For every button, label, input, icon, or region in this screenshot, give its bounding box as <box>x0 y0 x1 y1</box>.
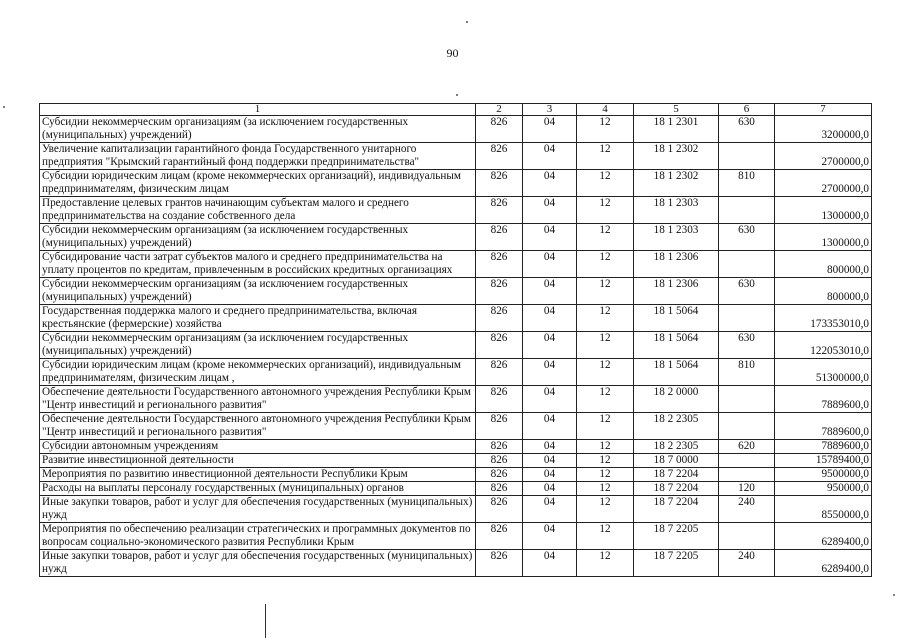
cell-section-code: 04 <box>523 454 577 468</box>
cell-target-article: 18 7 2204 <box>634 468 719 482</box>
cell-expense-type <box>719 251 775 278</box>
cell-subsection-code: 12 <box>577 278 634 305</box>
cell-section-code: 04 <box>523 359 577 386</box>
cell-expense-type: 810 <box>719 359 775 386</box>
cell-name: Иные закупки товаров, работ и услуг для обеспечения государственных (муниципальных) нужд <box>40 550 476 577</box>
cell-section-code: 04 <box>523 278 577 305</box>
cell-subsection-code: 12 <box>577 523 634 550</box>
column-header-4: 4 <box>577 104 634 116</box>
cell-subsection-code: 12 <box>577 550 634 577</box>
cell-section-code: 04 <box>523 468 577 482</box>
cell-section-code: 04 <box>523 440 577 454</box>
cell-amount: 2700000,0 <box>775 143 872 170</box>
cell-target-article: 18 1 2303 <box>634 224 719 251</box>
cell-name: Субсидии некоммерческим организациям (за исключением государственных (муниципальных) учреждений) <box>40 278 476 305</box>
cell-expense-type: 120 <box>719 482 775 496</box>
cell-section-code: 04 <box>523 386 577 413</box>
cell-target-article: 18 2 2305 <box>634 413 719 440</box>
cell-name: Субсидии некоммерческим организациям (за исключением государственных (муниципальных) учреждений) <box>40 224 476 251</box>
scan-artifact-line <box>265 604 266 638</box>
cell-subsection-code: 12 <box>577 251 634 278</box>
cell-amount: 173353010,0 <box>775 305 872 332</box>
column-header-6: 6 <box>719 104 775 116</box>
table-body <box>40 116 872 577</box>
cell-target-article: 18 1 5064 <box>634 332 719 359</box>
scan-artifact-dot <box>466 21 468 23</box>
cell-amount: 3200000,0 <box>775 116 872 143</box>
cell-target-article: 18 1 5064 <box>634 359 719 386</box>
cell-section-code: 04 <box>523 143 577 170</box>
cell-subsection-code: 12 <box>577 468 634 482</box>
cell-expense-type <box>719 386 775 413</box>
cell-grbs-code: 826 <box>476 454 523 468</box>
cell-amount: 6289400,0 <box>775 550 872 577</box>
cell-name: Развитие инвестиционной деятельности <box>40 454 476 468</box>
cell-subsection-code: 12 <box>577 143 634 170</box>
column-header-2: 2 <box>476 104 523 116</box>
table-row <box>40 305 872 332</box>
table-row <box>40 116 872 143</box>
cell-expense-type: 240 <box>719 550 775 577</box>
cell-amount: 800000,0 <box>775 278 872 305</box>
cell-subsection-code: 12 <box>577 482 634 496</box>
cell-name: Субсидии юридическим лицам (кроме некоммерческих организаций), индивидуальным предпринимателям, физическим лицам , <box>40 359 476 386</box>
cell-grbs-code: 826 <box>476 332 523 359</box>
table-row <box>40 550 872 577</box>
cell-grbs-code: 826 <box>476 496 523 523</box>
cell-name: Государственная поддержка малого и среднего предпринимательства, включая крестьянские (фермерские) хозяйства <box>40 305 476 332</box>
cell-amount: 8550000,0 <box>775 496 872 523</box>
table-row <box>40 251 872 278</box>
cell-amount: 51300000,0 <box>775 359 872 386</box>
cell-name: Предоставление целевых грантов начинающим субъектам малого и среднего предпринимательства на создание собственного дела <box>40 197 476 224</box>
cell-amount: 6289400,0 <box>775 523 872 550</box>
cell-target-article: 18 7 2204 <box>634 482 719 496</box>
cell-name: Субсидирование части затрат субъектов малого и среднего предпринимательства на уплату процентов по кредитам, привлеченным в российских кредитных организациях <box>40 251 476 278</box>
cell-amount: 1300000,0 <box>775 224 872 251</box>
column-header-7: 7 <box>775 104 872 116</box>
header-row <box>40 104 872 116</box>
cell-grbs-code: 826 <box>476 550 523 577</box>
cell-section-code: 04 <box>523 482 577 496</box>
cell-section-code: 04 <box>523 413 577 440</box>
cell-expense-type <box>719 305 775 332</box>
budget-table <box>39 103 872 577</box>
cell-target-article: 18 1 2301 <box>634 116 719 143</box>
cell-grbs-code: 826 <box>476 116 523 143</box>
cell-target-article: 18 1 2306 <box>634 278 719 305</box>
cell-target-article: 18 1 2306 <box>634 251 719 278</box>
table-row <box>40 468 872 482</box>
column-header-5: 5 <box>634 104 719 116</box>
cell-amount: 15789400,0 <box>775 454 872 468</box>
cell-grbs-code: 826 <box>476 413 523 440</box>
cell-name: Иные закупки товаров, работ и услуг для обеспечения государственных (муниципальных) нужд <box>40 496 476 523</box>
cell-expense-type: 630 <box>719 278 775 305</box>
cell-amount: 9500000,0 <box>775 468 872 482</box>
cell-expense-type <box>719 143 775 170</box>
cell-amount: 7889600,0 <box>775 386 872 413</box>
cell-expense-type: 630 <box>719 332 775 359</box>
cell-name: Расходы на выплаты персоналу государственных (муниципальных) органов <box>40 482 476 496</box>
cell-name: Мероприятия по обеспечению реализации стратегических и программных документов по вопросам социально-экономического развития Республики Крым <box>40 523 476 550</box>
cell-target-article: 18 1 2302 <box>634 143 719 170</box>
cell-subsection-code: 12 <box>577 332 634 359</box>
cell-subsection-code: 12 <box>577 386 634 413</box>
cell-name: Субсидии некоммерческим организациям (за исключением государственных (муниципальных) учреждений) <box>40 116 476 143</box>
table-row <box>40 143 872 170</box>
cell-amount: 950000,0 <box>775 482 872 496</box>
table-row <box>40 386 872 413</box>
cell-name: Субсидии юридическим лицам (кроме некоммерческих организаций), индивидуальным предпринимателям, физическим лицам <box>40 170 476 197</box>
cell-grbs-code: 826 <box>476 143 523 170</box>
cell-name: Субсидии автономным учреждениям <box>40 440 476 454</box>
cell-subsection-code: 12 <box>577 197 634 224</box>
cell-expense-type: 810 <box>719 170 775 197</box>
cell-amount: 122053010,0 <box>775 332 872 359</box>
cell-subsection-code: 12 <box>577 440 634 454</box>
cell-grbs-code: 826 <box>476 523 523 550</box>
cell-amount: 7889600,0 <box>775 413 872 440</box>
cell-section-code: 04 <box>523 496 577 523</box>
cell-section-code: 04 <box>523 197 577 224</box>
cell-subsection-code: 12 <box>577 305 634 332</box>
cell-section-code: 04 <box>523 550 577 577</box>
page-number: 90 <box>446 46 459 60</box>
cell-section-code: 04 <box>523 305 577 332</box>
table-row <box>40 440 872 454</box>
column-header-3: 3 <box>523 104 577 116</box>
scan-artifact-dot <box>456 94 458 96</box>
cell-expense-type <box>719 413 775 440</box>
cell-subsection-code: 12 <box>577 116 634 143</box>
cell-amount: 2700000,0 <box>775 170 872 197</box>
cell-amount: 800000,0 <box>775 251 872 278</box>
cell-grbs-code: 826 <box>476 224 523 251</box>
cell-subsection-code: 12 <box>577 496 634 523</box>
table-row <box>40 496 872 523</box>
table-row <box>40 413 872 440</box>
table-row <box>40 278 872 305</box>
scan-artifact-dot <box>893 594 895 596</box>
cell-grbs-code: 826 <box>476 440 523 454</box>
cell-target-article: 18 1 5064 <box>634 305 719 332</box>
cell-target-article: 18 7 2204 <box>634 496 719 523</box>
cell-target-article: 18 1 2303 <box>634 197 719 224</box>
cell-target-article: 18 7 0000 <box>634 454 719 468</box>
cell-expense-type <box>719 523 775 550</box>
scan-artifact-dot <box>3 106 5 108</box>
table-row <box>40 170 872 197</box>
cell-grbs-code: 826 <box>476 359 523 386</box>
cell-section-code: 04 <box>523 170 577 197</box>
cell-name: Увеличение капитализации гарантийного фонда Государственного унитарного предприятия "Крымский гарантийный фонд поддержки предпринимательства" <box>40 143 476 170</box>
table-row <box>40 454 872 468</box>
cell-section-code: 04 <box>523 116 577 143</box>
cell-subsection-code: 12 <box>577 224 634 251</box>
cell-amount: 1300000,0 <box>775 197 872 224</box>
cell-amount: 7889600,0 <box>775 440 872 454</box>
cell-grbs-code: 826 <box>476 386 523 413</box>
cell-target-article: 18 7 2205 <box>634 523 719 550</box>
cell-grbs-code: 826 <box>476 278 523 305</box>
cell-target-article: 18 7 2205 <box>634 550 719 577</box>
cell-target-article: 18 2 0000 <box>634 386 719 413</box>
column-header-1: 1 <box>40 104 476 116</box>
cell-name: Обеспечение деятельности Государственного автономного учреждения Республики Крым "Центр инвестиций и регионального развития" <box>40 386 476 413</box>
cell-subsection-code: 12 <box>577 359 634 386</box>
cell-grbs-code: 826 <box>476 197 523 224</box>
cell-section-code: 04 <box>523 523 577 550</box>
cell-target-article: 18 2 2305 <box>634 440 719 454</box>
table-row <box>40 224 872 251</box>
cell-target-article: 18 1 2302 <box>634 170 719 197</box>
cell-expense-type: 620 <box>719 440 775 454</box>
cell-expense-type <box>719 454 775 468</box>
cell-expense-type: 240 <box>719 496 775 523</box>
table-row <box>40 359 872 386</box>
cell-name: Обеспечение деятельности Государственного автономного учреждения Республики Крым "Центр инвестиций и регионального развития" <box>40 413 476 440</box>
cell-expense-type <box>719 468 775 482</box>
table-row <box>40 523 872 550</box>
cell-grbs-code: 826 <box>476 251 523 278</box>
table-row <box>40 332 872 359</box>
cell-section-code: 04 <box>523 224 577 251</box>
cell-expense-type: 630 <box>719 116 775 143</box>
cell-subsection-code: 12 <box>577 170 634 197</box>
cell-name: Мероприятия по развитию инвестиционной деятельности Республики Крым <box>40 468 476 482</box>
table-row <box>40 197 872 224</box>
cell-expense-type <box>719 197 775 224</box>
cell-grbs-code: 826 <box>476 170 523 197</box>
cell-name: Субсидии некоммерческим организациям (за исключением государственных (муниципальных) учреждений) <box>40 332 476 359</box>
cell-grbs-code: 826 <box>476 482 523 496</box>
cell-subsection-code: 12 <box>577 413 634 440</box>
table-row <box>40 482 872 496</box>
cell-subsection-code: 12 <box>577 454 634 468</box>
cell-expense-type: 630 <box>719 224 775 251</box>
cell-grbs-code: 826 <box>476 305 523 332</box>
cell-section-code: 04 <box>523 251 577 278</box>
cell-section-code: 04 <box>523 332 577 359</box>
cell-grbs-code: 826 <box>476 468 523 482</box>
